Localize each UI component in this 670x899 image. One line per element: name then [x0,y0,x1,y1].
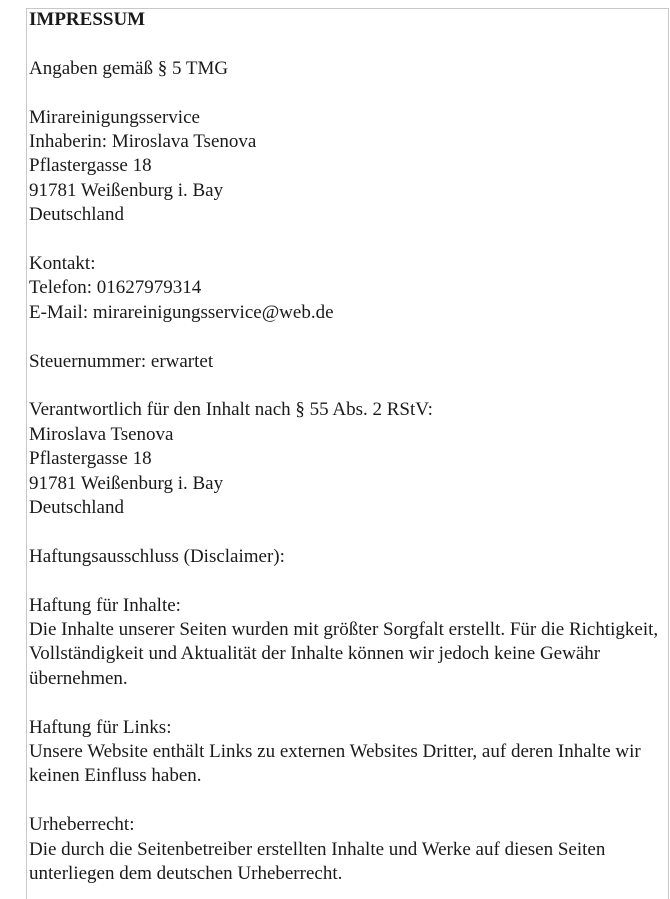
company-city: 91781 Weißenburg i. Bay [29,179,224,201]
copyright-block [29,813,661,886]
contact-phone: Telefon: 01627979314 [29,277,202,299]
tmg-statement: Angaben gemäß § 5 TMG [29,57,229,79]
company-address [29,106,661,228]
responsible-block [29,398,661,520]
responsible-name: Miroslava Tsenova [29,423,174,445]
copyright-heading: Urheberrecht: [29,814,135,836]
tax-block [29,350,661,374]
responsible-street: Pflastergasse 18 [29,448,152,470]
content-liability-text: Die Inhalte unserer Seiten wurden mit größter Sorgfalt erstellt. Für die Richtigkeit, Vollständigkeit und Aktualität der Inhalte können wir jedoch keine Gewähr übernehmen. [29,619,659,689]
disclaimer-block [29,545,661,569]
company-street: Pflastergasse 18 [29,155,152,177]
contact-heading: Kontakt: [29,253,96,275]
content-liability-heading: Haftung für Inhalte: [29,594,181,616]
tax-number: Steuernummer: erwartet [29,350,214,372]
contact-email-line [29,301,661,325]
title-block [29,8,661,32]
responsible-city: 91781 Weißenburg i. Bay [29,472,224,494]
link-liability-text: Unsere Website enthält Links zu externen Websites Dritter, auf deren Inhalte wir keinen Einfluss haben. [29,741,641,787]
company-country: Deutschland [29,204,124,226]
page-title: IMPRESSUM [29,9,146,30]
content-liability-block [29,594,661,692]
link-liability-heading: Haftung für Links: [29,716,172,738]
company-owner: Inhaberin: Miroslava Tsenova [29,131,257,152]
disclaimer-heading: Haftungsausschluss (Disclaimer): [29,545,285,567]
copyright-text: Die durch die Seitenbetreiber erstellten Inhalte und Werke auf diesen Seiten unterliegen dem deutschen Urheberrecht. [29,838,606,885]
tmg-block [29,57,661,81]
responsible-heading: Verantwortlich für den Inhalt nach § 55 Abs. 2 RStV: [29,399,433,421]
link-liability-block [29,716,661,789]
contact-block [29,252,661,325]
impressum-content [29,8,661,899]
responsible-country: Deutschland [29,497,124,519]
contact-email-link[interactable]: mirareinigungsservice@web.de [92,301,334,323]
contact-email-label: E-Mail: [29,301,93,323]
company-name: Mirareinigungsservice [29,106,200,128]
